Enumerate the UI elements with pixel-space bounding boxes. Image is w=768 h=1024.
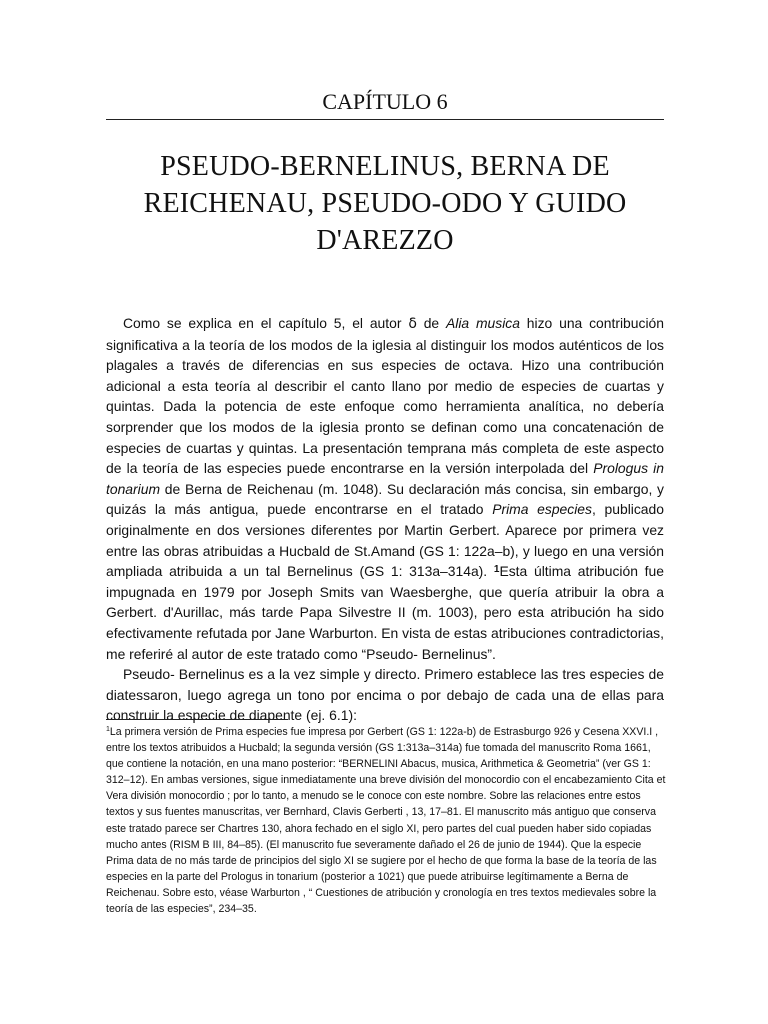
chapter-title-line-2: REICHENAU, PSEUDO-ODO Y GUIDO: [143, 188, 627, 219]
delta-symbol: δ: [408, 316, 417, 332]
footnote-divider: [106, 719, 288, 720]
work-title-alia-musica: Alia musica: [445, 315, 520, 331]
paragraph-1-text: de: [416, 315, 446, 331]
work-title-prologus: Prologus in tonarium: [106, 460, 664, 497]
paragraph-1-text: hizo una contribución significativa a la teoría de los modos de la iglesia al distinguir los modos auténticos de los plagales a través de diferencias en sus especies de octava. Hizo una contribución adicional a esta teoría al describir el canto llano por medio de especies de cuartas y quintas. Dada la potencia de este enfoque como herramienta analítica, no debería sorprender que los modos de la iglesia pronto se definan como una concatenación de especies de cuartas y quintas. La presentación temprana más completa de este aspecto de la teoría de las especies puede encontrarse en la versión interpolada del: [106, 315, 664, 477]
chapter-divider: [106, 119, 664, 120]
paragraph-1-text: Como se explica en el capítulo 5, el autor: [123, 315, 409, 331]
paragraph-2: Pseudo- Bernelinus es a la vez simple y directo. Primero establece las tres especies de diatessaron, luego agrega un tono por encima o por debajo de cada una de ellas para construir la especie de diapente (ej. 6.1):: [106, 666, 664, 724]
paragraph-1-text: Esta última atribución fue impugnada en 1979 por Joseph Smits van Waesberghe, que quería atribuir la obra a Gerbert. d'Aurillac, más tarde Papa Silvestre II (m. 1003), pero esta atribución ha sido efectivamente refutada por Jane Warburton. En vista de estas atribuciones contradictorias, me referiré al autor de este tratado como “Pseudo- Bernelinus”.: [106, 563, 664, 662]
body-text: [106, 313, 664, 726]
paragraph-1-text: de Berna de Reichenau (m. 1048). Su declaración más concisa, sin embargo, y quizás la más antigua, puede encontrarse en el tratado: [106, 480, 664, 518]
chapter-title-line-1: PSEUDO-BERNELINUS, BERNA DE: [160, 151, 610, 182]
footnote-reference[interactable]: 1: [493, 564, 500, 576]
work-title-prima-especies: Prima especies: [492, 501, 592, 518]
paragraph-1-text: , publicado originalmente en dos versiones diferentes por Martin Gerbert. Aparece por primera vez entre las obras atribuidas a Hucbald de St.Amand (GS 1: 122a–b), y luego en una versión ampliada atribuida a un tal Bernelinus (GS 1: 313a–314a).: [106, 501, 664, 580]
paragraph-1: [106, 313, 664, 664]
footnote: [106, 724, 668, 917]
chapter-title-line-3: D'AREZZO: [316, 225, 454, 256]
chapter-heading: CAPÍTULO 6: [322, 89, 448, 114]
chapter-title: [106, 148, 664, 259]
footnote-text: La primera versión de Prima especies fue impresa por Gerbert (GS 1: 122a-b) de Estrasburgo 926 y Cesena XXVI.I , entre los textos atribuidos a Hucbald; la segunda versión (GS 1:313a–314a) fue tomada del manuscrito Roma 1661, que contiene la notación, en una mano posterior: “BERNELINI Abacus, musica, Arithmetica & Geometria” (ver GS 1: 312–12). En ambas versiones, sigue inmediatamente una breve división del monocordio con el encabezamiento Cita et Vera división monocordio ; por lo tanto, a menudo se le conoce con este nombre. Sobre las relaciones entre estos textos y sus fuentes manuscritas, ver Bernhard, Clavis Gerberti , 13, 17–81. El manuscrito más antiguo que conserva este tratado parece ser Chartres 130, ahora fechado en el siglo XI, pero partes del cual pueden haber sido copiadas mucho antes (RISM B III, 84–85). (El manuscrito fue severamente dañado el 26 de junio de 1944). Que la especie Prima data de no más tarde de principios del siglo XI se sugiere por el hecho de que forma la base de la teoría de las especies en la parte del Prologus in tonarium (posterior a 1021) que puede atribuirse legítimamente a Berna de Reichenau. Sobre esto, véase Warburton , “ Cuestiones de atribución y cronología en tres textos medievales sobre la teoría de las especies”, 234–35.: [106, 726, 666, 916]
footnote-marker: 1: [106, 726, 110, 733]
